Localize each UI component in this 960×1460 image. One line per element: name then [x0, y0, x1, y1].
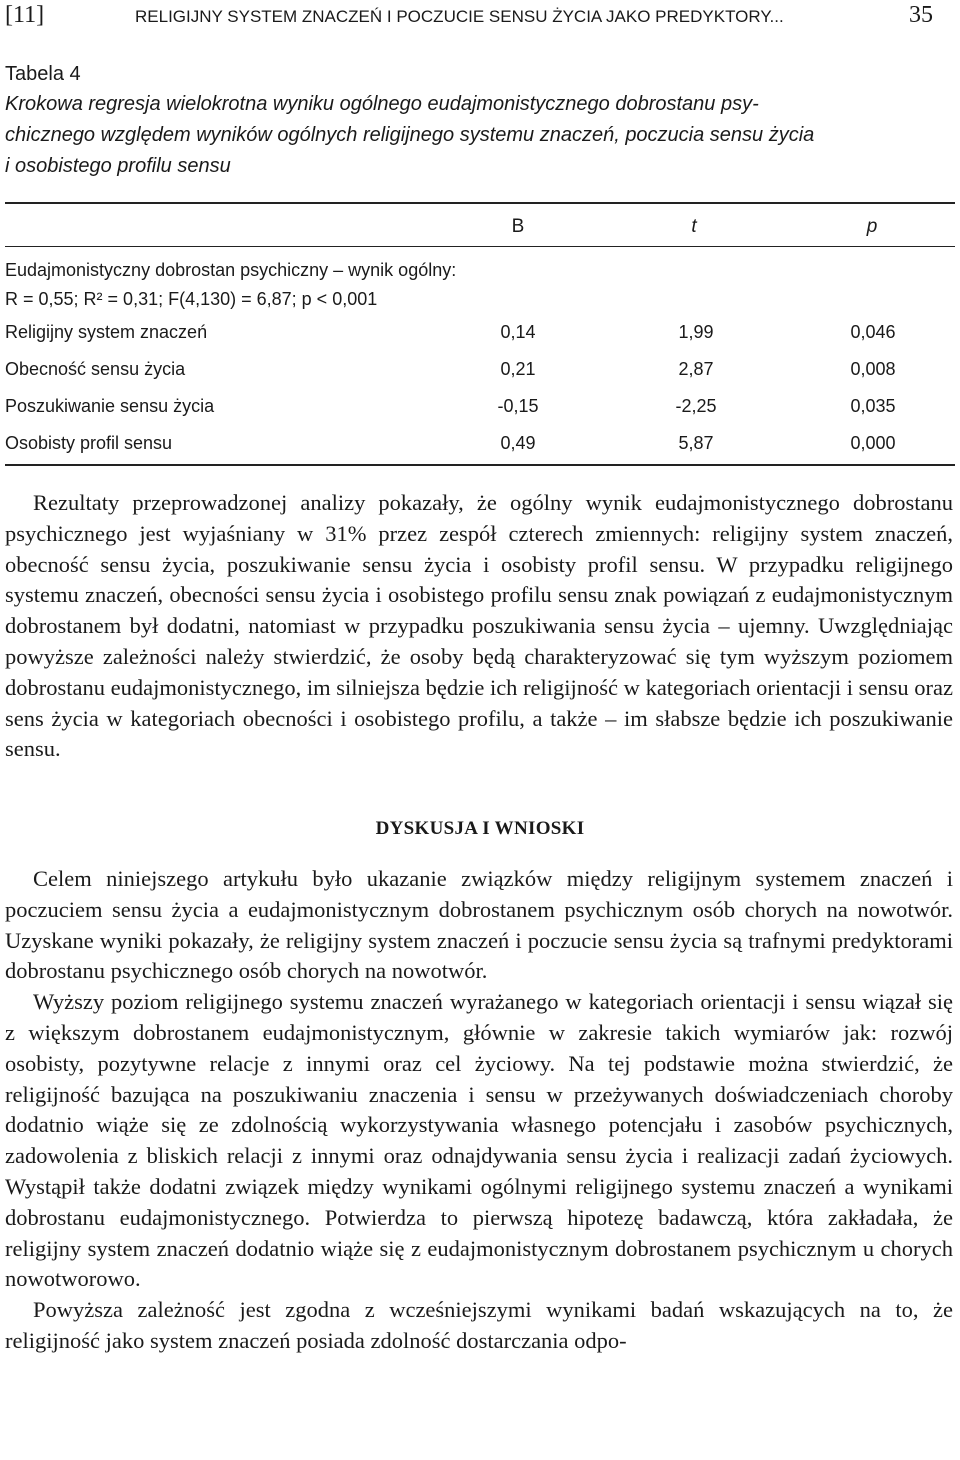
p-value: 0,046 — [850, 322, 896, 342]
model-stats: R = 0,55; R² = 0,31; F(4,130) = 6,87; p < 0,001 — [5, 289, 378, 309]
coefficient-b: 0,21 — [500, 359, 536, 379]
running-title: RELIGIJNY SYSTEM ZNACZEŃ I POCZUCIE SENSU ŻYCIA JAKO PREDYKTORY... — [135, 7, 784, 26]
discussion-paragraph: Powyższa zależność jest zgodna z wcześniejszymi wynikami badań wskazujących na to, że religijność jako system znaczeń posiada zdolność dostarczania odpo- — [5, 1297, 953, 1353]
predictor-name: Poszukiwanie sensu życia — [5, 396, 215, 416]
model-name: Eudajmonistyczny dobrostan psychiczny – wynik ogólny: — [5, 260, 457, 280]
discussion-section — [5, 864, 953, 1357]
section-heading: DYSKUSJA I WNIOSKI — [375, 818, 585, 839]
column-header-p: p — [866, 216, 878, 237]
table-row — [5, 396, 955, 432]
discussion-paragraph: Celem niniejszego artykułu było ukazanie związków między religijnym systemem znaczeń i poczuciem sensu życia a eudajmonistycznym dobrostanem psychicznym osób chorych na nowotwór. Uzyskane wyniki pokazały, że religijny system znaczeń i poczucie sensu życia są trafnymi predyktorami dobrostanu psychicznego osób chorych na nowotwór. — [5, 866, 953, 984]
running-header — [5, 2, 955, 32]
t-value: -2,25 — [675, 396, 717, 416]
predictor-name: Osobisty profil sensu — [5, 433, 173, 453]
predictor-name: Religijny system znaczeń — [5, 322, 208, 342]
t-value: 5,87 — [678, 433, 714, 453]
column-header-t: t — [691, 216, 697, 237]
table-caption — [5, 60, 950, 182]
column-header-b: B — [511, 216, 525, 237]
table-row — [5, 359, 955, 395]
t-value: 2,87 — [678, 359, 714, 379]
p-value: 0,035 — [850, 396, 896, 416]
coefficient-b: -0,15 — [497, 396, 539, 416]
results-paragraph: Rezultaty przeprowadzonej analizy pokazały, że ogólny wynik eudajmonistycznego dobrostanu psychicznego jest wyjaśniany w 31% przez zespół czterech zmiennych: religijny system znaczeń, obecność sensu życia, poszukiwanie sensu życia i osobisty profil sensu. W przypadku religijnego systemu znaczeń, obecności sensu życia i osobistego profilu sensu znak powiązań z eudajmonistycznym dobrostanem był dodatni, natomiast w przypadku poszukiwania sensu życia – ujemny. Uwzględniając powyższe zależności należy stwierdzić, że osoby będą charakteryzować się tym wyższym poziomem dobrostanu eudajmonistycznego, im silniejsza będzie ich religijność w kategoriach orientacji i sensu oraz sens życia w kategoriach obecności i osobistego profilu, a także – im słabsze będzie ich poszukiwanie sensu. — [5, 490, 953, 762]
section-number: [11] — [5, 2, 45, 28]
table-title: Krokowa regresja wielokrotna wyniku ogólnego eudajmonistycznego dobrostanu psy- chicznego względem wyników ogólnych religijnego systemu znaczeń, poczucia sensu życia i osobistego profilu sensu — [5, 93, 815, 177]
regression-table — [5, 202, 955, 466]
p-value: 0,008 — [850, 359, 896, 379]
table-row — [5, 322, 955, 358]
model-description — [5, 256, 456, 314]
p-value: 0,000 — [850, 433, 896, 453]
page-number: 35 — [909, 2, 933, 28]
coefficient-b: 0,49 — [500, 433, 536, 453]
table-header-row — [5, 204, 955, 247]
predictor-name: Obecność sensu życia — [5, 359, 186, 379]
t-value: 1,99 — [678, 322, 714, 342]
table-number: Tabela 4 — [5, 63, 81, 85]
table-row — [5, 433, 955, 469]
results-section — [5, 488, 953, 765]
discussion-paragraph: Wyższy poziom religijnego systemu znaczeń wyrażanego w kategoriach orientacji i sensu wiązał się z większym dobrostanem eudajmonistycznym, głównie w zakresie takich wymiarów jak: rozwój osobisty, pozytywne relacje z innymi oraz cel życiowy. Na tej podstawie można stwierdzić, że religijność bazująca na poszukiwaniu znaczenia i sensu w przeżywanych doświadczeniach choroby dodatnio wiąże się ze zdolnością wykorzystywania własnego potencjału i zasobów psychicznych, zadowolenia z bliskich relacji z innymi oraz odnajdywania sensu życia i realizacji zadań życiowych. Wystąpił także dodatni związek między wynikami ogólnymi religijnego systemu znaczeń a wynikami dobrostanu eudajmonistycznego. Potwierdza to pierwszą hipotezę badawczą, która zakładała, że religijny system znaczeń dodatnio wiąże się z eudajmonistycznym dobrostanem psychicznym u chorych nowotworowo. — [5, 989, 953, 1292]
coefficient-b: 0,14 — [500, 322, 536, 342]
